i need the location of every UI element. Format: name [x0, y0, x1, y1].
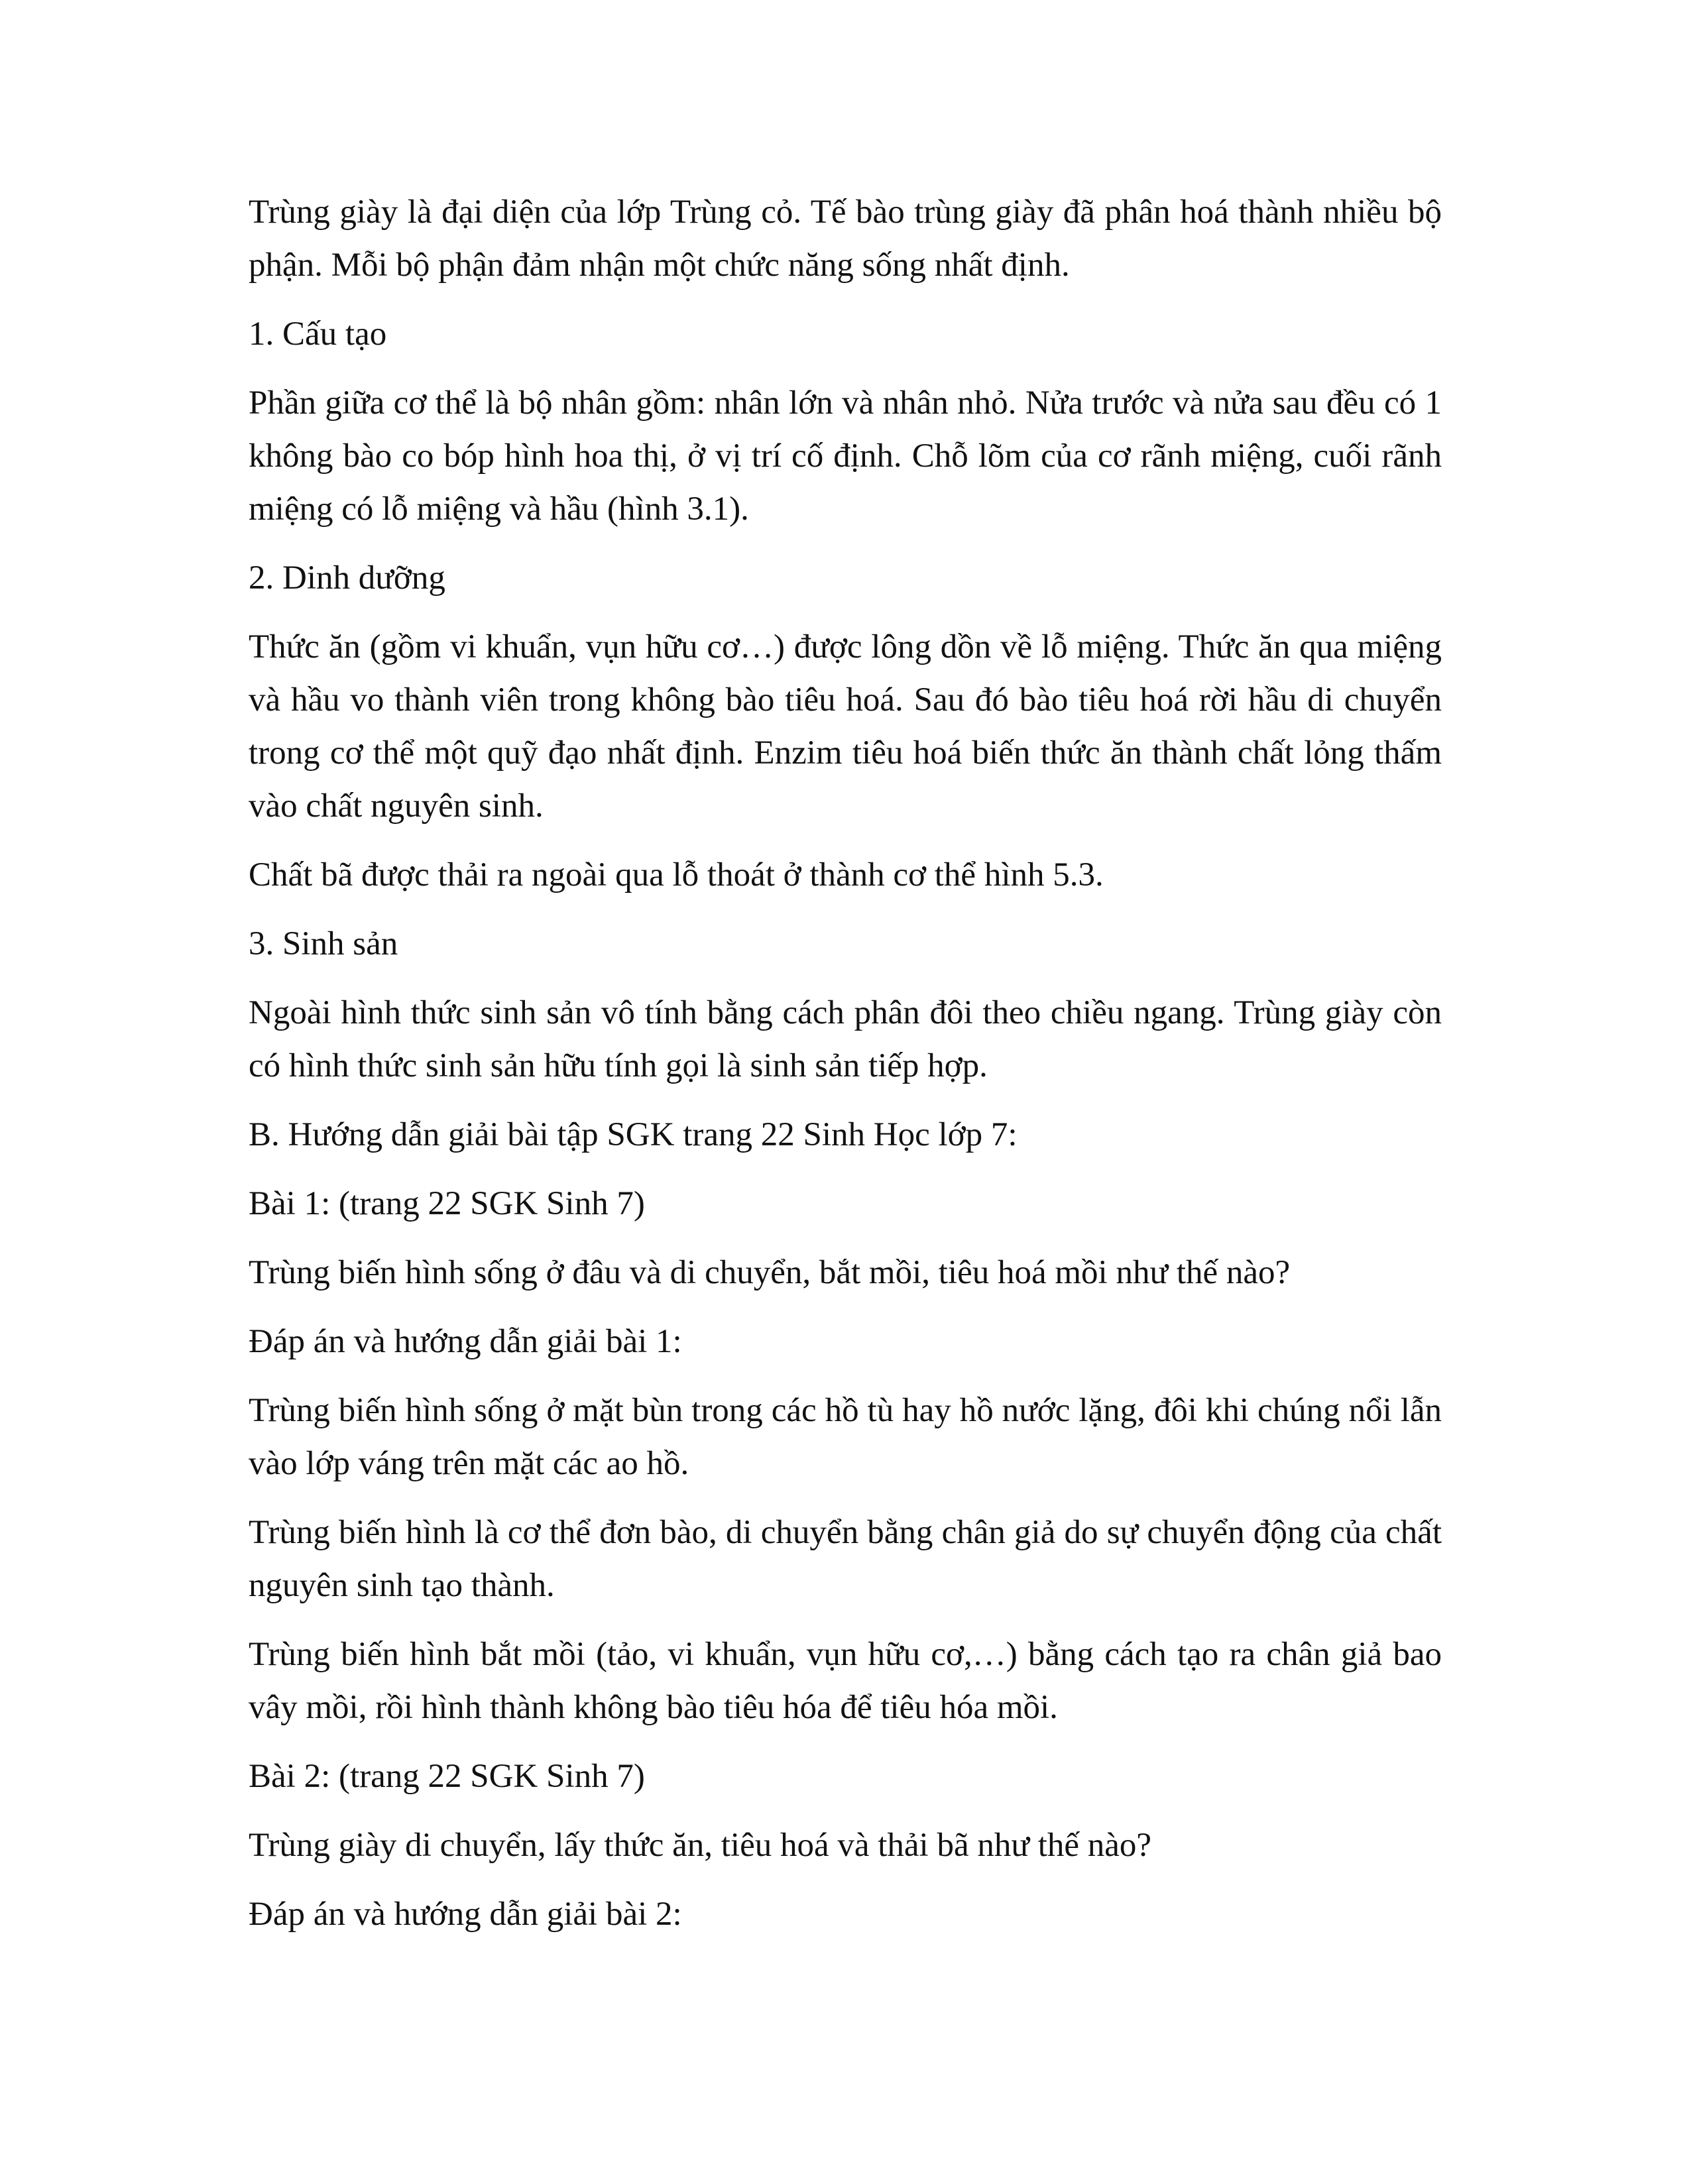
reproduction-paragraph: Ngoài hình thức sinh sản vô tính bằng cách phân đôi theo chiều ngang. Trùng giày còn có hình thức sinh sản hữu tính gọi là sinh sản tiếp hợp.	[249, 994, 1442, 1084]
document-body	[249, 186, 1442, 1957]
heading-reproduction: 3. Sinh sản	[249, 925, 398, 962]
nutrition-paragraph: Thức ăn (gồm vi khuẩn, vụn hữu cơ…) được lông dồn về lỗ miệng. Thức ăn qua miệng và hầu vo thành viên trong không bào tiêu hoá. Sau đó bào tiêu hoá rời hầu di chuyển trong cơ thể một quỹ đạo nhất định. Enzim tiêu hoá biến thức ăn thành chất lỏng thấm vào chất nguyên sinh.	[249, 628, 1442, 825]
waste-paragraph: Chất bã được thải ra ngoài qua lỗ thoát ở thành cơ thể hình 5.3.	[249, 856, 1104, 893]
heading-structure: 1. Cấu tạo	[249, 316, 387, 353]
structure-paragraph: Phần giữa cơ thể là bộ nhân gồm: nhân lớn và nhân nhỏ. Nửa trước và nửa sau đều có 1 không bào co bóp hình hoa thị, ở vị trí cố định. Chỗ lõm của cơ rãnh miệng, cuối rãnh miệng có lỗ miệng và hầu (hình 3.1).	[249, 384, 1442, 528]
intro-paragraph: Trùng giày là đại diện của lớp Trùng cỏ. Tế bào trùng giày đã phân hoá thành nhiều bộ phận. Mỗi bộ phận đảm nhận một chức năng sống nhất định.	[249, 194, 1442, 284]
heading-nutrition: 2. Dinh dưỡng	[249, 559, 445, 597]
exercise-1-answer-heading: Đáp án và hướng dẫn giải bài 1:	[249, 1323, 682, 1360]
exercise-2-answer-heading: Đáp án và hướng dẫn giải bài 2:	[249, 1896, 682, 1933]
exercise-1-answer-movement: Trùng biến hình là cơ thể đơn bào, di chuyển bằng chân giả do sự chuyển động của chất nguyên sinh tạo thành.	[249, 1514, 1442, 1604]
exercise-2-question: Trùng giày di chuyển, lấy thức ăn, tiêu hoá và thải bã như thế nào?	[249, 1827, 1152, 1864]
exercise-1-question: Trùng biến hình sống ở đâu và di chuyển, bắt mồi, tiêu hoá mồi như thế nào?	[249, 1254, 1291, 1291]
exercise-1-answer-feeding: Trùng biến hình bắt mồi (tảo, vi khuẩn, vụn hữu cơ,…) bằng cách tạo ra chân giả bao vây mồi, rồi hình thành không bào tiêu hóa để tiêu hóa mồi.	[249, 1636, 1442, 1726]
section-b-heading: B. Hướng dẫn giải bài tập SGK trang 22 Sinh Học lớp 7:	[249, 1116, 1018, 1153]
exercise-2-heading: Bài 2: (trang 22 SGK Sinh 7)	[249, 1758, 645, 1795]
exercise-1-heading: Bài 1: (trang 22 SGK Sinh 7)	[249, 1185, 645, 1222]
exercise-1-answer-habitat: Trùng biến hình sống ở mặt bùn trong các hồ tù hay hồ nước lặng, đôi khi chúng nổi lẫn vào lớp váng trên mặt các ao hồ.	[249, 1392, 1442, 1482]
